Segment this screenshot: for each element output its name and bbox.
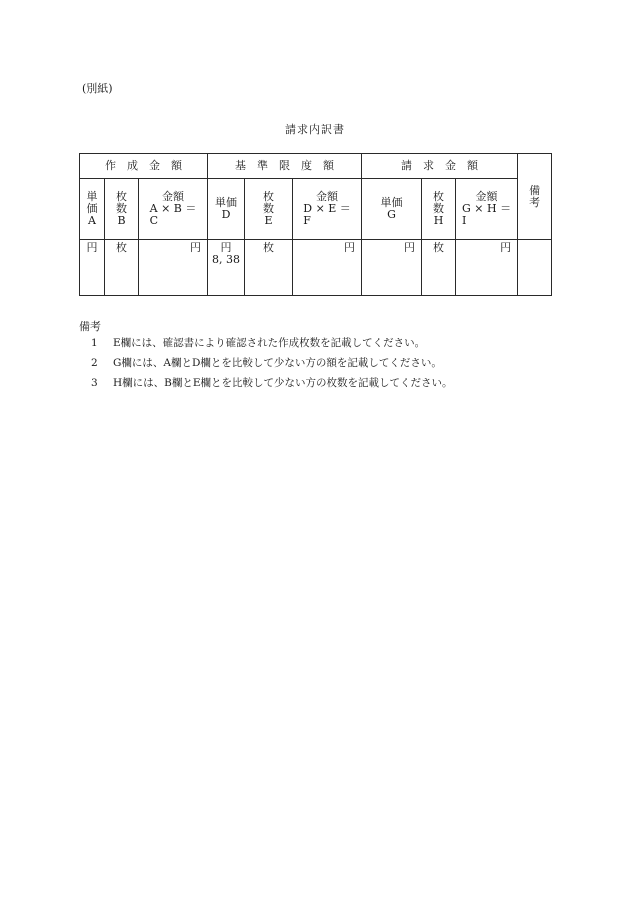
cell-count-b: 枚 [105, 240, 139, 296]
notes-heading: 備考 [79, 320, 101, 333]
breakdown-table [79, 153, 552, 296]
group-claim-amount: 請求金額 [362, 154, 518, 179]
header-amount-c: 金額 A × B ＝ C [139, 179, 208, 240]
cell-unit-d: 円 8, 38 [208, 240, 245, 296]
cell-unit-a: 円 [80, 240, 105, 296]
group-standard-limit: 基準限度額 [208, 154, 362, 179]
unit-d-value: 8, 38 [212, 253, 241, 266]
group-created-amount: 作成金額 [80, 154, 208, 179]
annex-label: (別紙) [82, 82, 113, 95]
header-unit-g: 単価 G [362, 179, 422, 240]
header-count-e: 枚数E [245, 179, 293, 240]
cell-count-h: 枚 [422, 240, 456, 296]
note-item: 2 G欄には、A欄とD欄とを比較して少ない方の額を記載してください。 [91, 357, 442, 369]
cell-count-e: 枚 [245, 240, 293, 296]
header-unit-d: 単価 D [208, 179, 245, 240]
cell-remarks [518, 240, 552, 296]
cell-amount-f: 円 [293, 240, 362, 296]
header-amount-f: 金額 D × E ＝ F [293, 179, 362, 240]
remarks-header: 備考 [518, 154, 552, 240]
cell-unit-g: 円 [362, 240, 422, 296]
cell-amount-i: 円 [456, 240, 518, 296]
header-count-b: 枚数B [105, 179, 139, 240]
header-unit-a: 単価A [80, 179, 105, 240]
header-count-h: 枚数H [422, 179, 456, 240]
notes-list [91, 333, 453, 393]
page-title: 請求内訳書 [285, 123, 345, 136]
header-amount-i: 金額 G × H ＝ I [456, 179, 518, 240]
cell-amount-c: 円 [139, 240, 208, 296]
note-item: 1 E欄には、確認書により確認された作成枚数を記載してください。 [91, 337, 426, 349]
note-item: 3 H欄には、B欄とE欄とを比較して少ない方の枚数を記載してください。 [91, 377, 453, 389]
